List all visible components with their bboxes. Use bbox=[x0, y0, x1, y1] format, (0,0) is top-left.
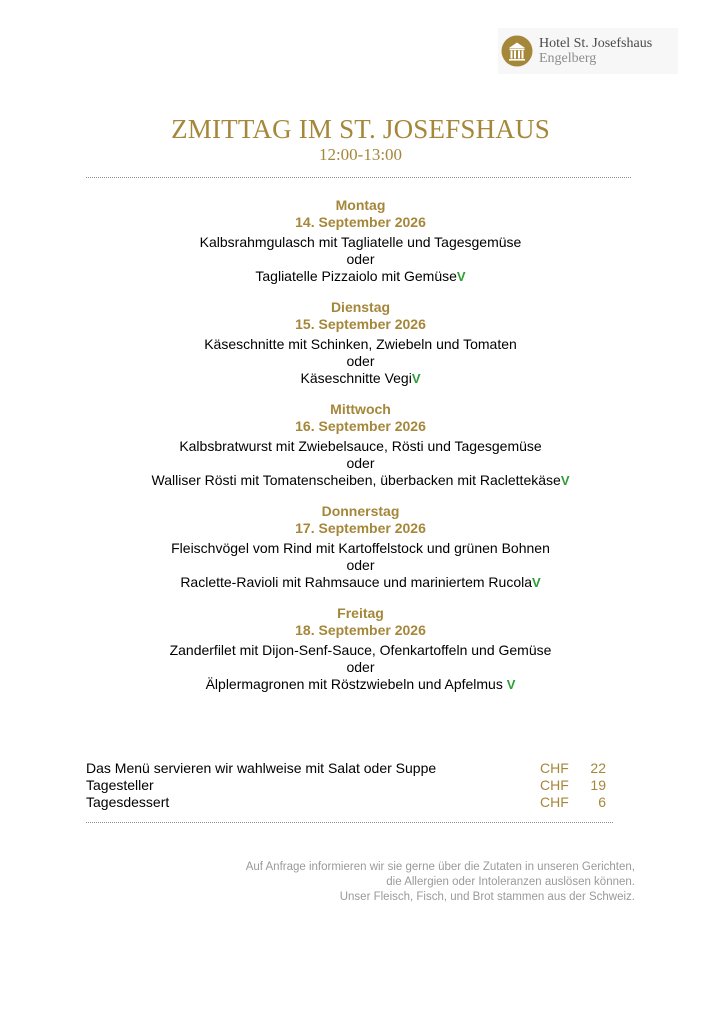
price-amount: 22 bbox=[590, 760, 606, 776]
menu-dish-meat: Käseschnitte mit Schinken, Zwiebeln und Tomaten bbox=[204, 336, 517, 352]
menu-dish-vegetarian bbox=[0, 370, 721, 387]
day-date: 15. September 2026 bbox=[295, 316, 426, 332]
menu-or: oder bbox=[346, 353, 375, 369]
allergen-notes bbox=[246, 860, 635, 905]
menu-or: oder bbox=[346, 557, 375, 573]
note-line: Unser Fleisch, Fisch, und Brot stammen aus der Schweiz. bbox=[339, 891, 635, 903]
price-amount: 19 bbox=[590, 777, 606, 793]
day-friday bbox=[0, 605, 721, 693]
note-line: die Allergien oder Intoleranzen auslösen können. bbox=[386, 876, 635, 888]
top-divider bbox=[86, 177, 631, 178]
dish-text: Walliser Rösti mit Tomatenscheiben, überbacken mit Raclettekäse bbox=[151, 472, 561, 488]
day-name: Mittwoch bbox=[330, 401, 391, 417]
day-date: 18. September 2026 bbox=[295, 622, 426, 638]
dish-text: Käseschnitte Vegi bbox=[300, 370, 412, 386]
day-date: 14. September 2026 bbox=[295, 214, 426, 230]
bottom-divider bbox=[86, 822, 613, 823]
logo-hotel-name: Hotel St. Josefshaus bbox=[539, 36, 653, 51]
day-date: 17. September 2026 bbox=[295, 520, 426, 536]
service-time: 12:00-13:00 bbox=[318, 145, 403, 164]
menu-dish-vegetarian bbox=[0, 676, 721, 693]
menu-dish-vegetarian bbox=[0, 268, 721, 285]
menu-or: oder bbox=[346, 251, 375, 267]
price-currency: CHF bbox=[540, 760, 569, 776]
hotel-logo bbox=[498, 28, 678, 74]
price-list bbox=[86, 760, 606, 811]
price-label: Das Menü servieren wir wahlweise mit Salat oder Suppe bbox=[86, 760, 437, 776]
logo-place-name: Engelberg bbox=[539, 51, 597, 66]
day-name: Dienstag bbox=[330, 299, 391, 315]
note-line: Auf Anfrage informieren wir sie gerne über die Zutaten in unseren Gerichten, bbox=[245, 861, 635, 873]
menu-dish-vegetarian bbox=[0, 574, 721, 591]
price-row-menu bbox=[86, 760, 606, 777]
menu-dish-meat: Kalbsrahmgulasch mit Tagliatelle und Tagesgemüse bbox=[199, 234, 522, 250]
vegetarian-icon: V bbox=[560, 473, 570, 488]
price-row-dessert bbox=[86, 794, 606, 811]
day-name: Donnerstag bbox=[321, 503, 400, 519]
menu-dish-fish: Zanderfilet mit Dijon-Senf-Sauce, Ofenkartoffeln und Gemüse bbox=[169, 642, 552, 658]
price-row-plate bbox=[86, 777, 606, 794]
dish-text: Älplermagronen mit Röstzwiebeln und Apfelmus bbox=[205, 676, 507, 692]
day-thursday bbox=[0, 503, 721, 591]
dish-text: Tagliatelle Pizzaiolo mit Gemüse bbox=[255, 268, 457, 284]
price-currency: CHF bbox=[540, 794, 569, 810]
day-monday bbox=[0, 197, 721, 285]
price-amount: 6 bbox=[598, 794, 606, 810]
day-name: Montag bbox=[335, 197, 386, 213]
menu-or: oder bbox=[346, 659, 375, 675]
price-currency: CHF bbox=[540, 777, 569, 793]
vegetarian-icon: V bbox=[456, 269, 466, 284]
hotel-building-icon bbox=[501, 35, 533, 67]
vegetarian-icon: V bbox=[506, 677, 516, 692]
price-label: Tagesdessert bbox=[86, 794, 170, 810]
dish-text: Raclette-Ravioli mit Rahmsauce und mariniertem Rucola bbox=[180, 574, 533, 590]
weekly-menu bbox=[0, 197, 721, 707]
page-title: ZMITTAG IM ST. JOSEFSHAUS bbox=[171, 114, 550, 144]
day-wednesday bbox=[0, 401, 721, 489]
vegetarian-icon: V bbox=[532, 575, 541, 590]
day-name: Freitag bbox=[337, 605, 384, 621]
price-label: Tagesteller bbox=[86, 777, 154, 793]
day-tuesday bbox=[0, 299, 721, 387]
day-date: 16. September 2026 bbox=[295, 418, 426, 434]
vegetarian-icon: V bbox=[411, 371, 421, 386]
menu-dish-meat: Kalbsbratwurst mit Zwiebelsauce, Rösti und Tagesgemüse bbox=[179, 438, 542, 454]
menu-or: oder bbox=[346, 455, 375, 471]
menu-dish-meat: Fleischvögel vom Rind mit Kartoffelstock und grünen Bohnen bbox=[171, 540, 550, 556]
menu-dish-vegetarian bbox=[0, 472, 721, 489]
